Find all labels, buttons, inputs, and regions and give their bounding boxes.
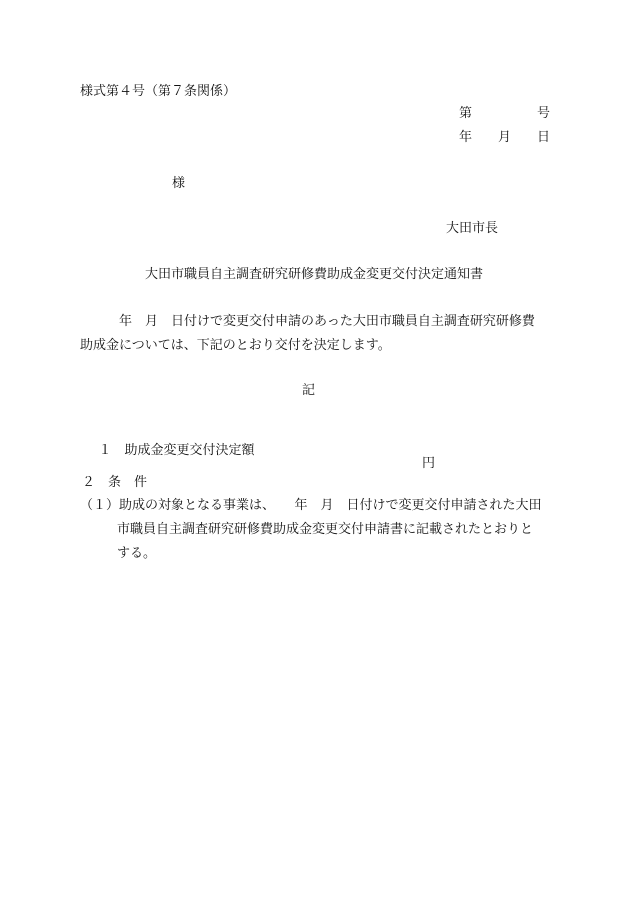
item-2-label: ２ 条 件: [82, 475, 148, 490]
issue-date-label: 年 月 日: [459, 130, 551, 145]
body-text-line-1: 年 月 日付けで変更交付申請のあった大田市職員自主調査研究研修費: [80, 314, 535, 329]
item-1-unit: 円: [422, 456, 436, 471]
body-text-line-2: 助成金については、下記のとおり交付を決定します。: [80, 338, 391, 353]
ki-heading: 記: [302, 383, 316, 398]
condition-1-line-2: 市職員自主調査研究研修費助成金変更交付申請書に記載されたとおりと: [117, 522, 534, 537]
condition-1-line-1: （１）助成の対象となる事業は、 年 月 日付けで変更交付申請された大田: [80, 498, 542, 513]
document-number-label: 第 号: [459, 106, 551, 121]
addressee-suffix: 様: [172, 176, 186, 191]
document-title: 大田市職員自主調査研究研修費助成金変更交付決定通知書: [145, 267, 484, 282]
issuer-name: 大田市長: [446, 221, 499, 236]
form-number-title: 様式第４号（第７条関係）: [80, 84, 237, 99]
item-1-label: １ 助成金変更交付決定額: [98, 443, 255, 458]
condition-1-line-3: する。: [117, 546, 157, 561]
